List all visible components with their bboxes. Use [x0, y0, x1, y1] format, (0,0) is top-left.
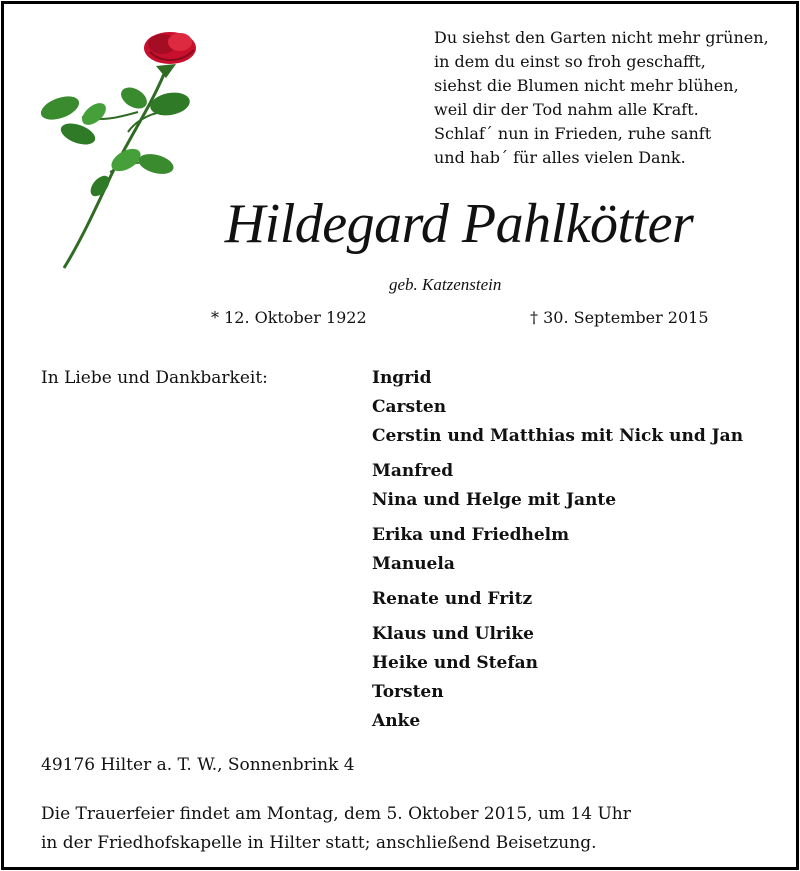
mourners-intro: In Liebe und Dankbarkeit:	[41, 368, 268, 388]
poem-line: in dem du einst so froh geschafft,	[434, 52, 706, 71]
mourner-group	[372, 585, 743, 614]
mourner-group	[372, 521, 743, 579]
poem-line: und hab´ für alles vielen Dank.	[434, 148, 686, 167]
mourner-group	[372, 620, 743, 736]
mourners-list	[372, 364, 743, 742]
mourner-name: Renate und Fritz	[372, 589, 533, 609]
funeral-line: in der Friedhofskapelle in Hilter statt; anschließend Beisetzung.	[41, 833, 597, 853]
mourner-group	[372, 364, 743, 451]
mourner-name: Anke	[372, 711, 421, 731]
mourner-name: Heike und Stefan	[372, 653, 539, 673]
deceased-name: Hildegard Pahlkötter	[224, 193, 694, 255]
mourner-name: Klaus und Ulrike	[372, 624, 534, 644]
poem-line: Schlaf´ nun in Frieden, ruhe sanft	[434, 124, 712, 143]
mourner-name: Manuela	[372, 554, 455, 574]
mourner-name: Erika und Friedhelm	[372, 525, 570, 545]
mourner-name: Cerstin und Matthias mit Nick und Jan	[372, 426, 744, 446]
death-date: † 30. September 2015	[530, 308, 709, 327]
obituary-frame	[1, 1, 799, 870]
maiden-name: geb. Katzenstein	[389, 275, 502, 294]
mourner-name: Nina und Helge mit Jante	[372, 490, 617, 510]
funeral-line: Die Trauerfeier findet am Montag, dem 5. Oktober 2015, um 14 Uhr	[41, 804, 631, 824]
poem-line: siehst die Blumen nicht mehr blühen,	[434, 76, 739, 95]
poem-line: weil dir der Tod nahm alle Kraft.	[434, 100, 699, 119]
mourner-group	[372, 457, 743, 515]
mourner-name: Carsten	[372, 397, 447, 417]
mourner-name: Torsten	[372, 682, 444, 702]
poem	[434, 26, 769, 170]
address: 49176 Hilter a. T. W., Sonnenbrink 4	[41, 755, 355, 775]
mourner-name: Manfred	[372, 461, 454, 481]
poem-line: Du siehst den Garten nicht mehr grünen,	[434, 28, 769, 47]
birth-date: * 12. Oktober 1922	[211, 308, 367, 327]
funeral-notice	[41, 800, 631, 858]
mourner-name: Ingrid	[372, 368, 432, 388]
